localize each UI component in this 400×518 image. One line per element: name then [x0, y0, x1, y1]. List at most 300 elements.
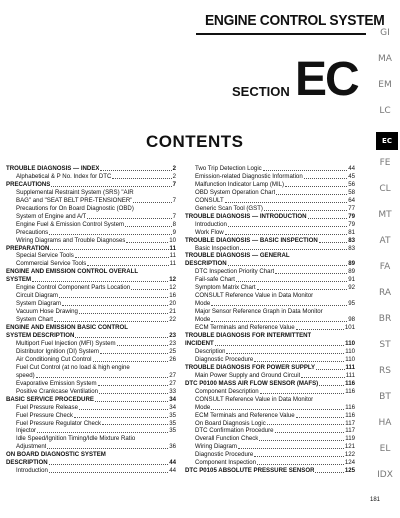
toc-entry-page: 117	[345, 419, 355, 427]
toc-entry[interactable]	[6, 443, 176, 451]
toc-entry[interactable]	[6, 252, 176, 260]
leader-dots	[267, 420, 344, 426]
toc-entry[interactable]	[6, 364, 176, 372]
toc-entry-title: Alphabetical & P No. Index for DTC	[16, 172, 112, 180]
leader-dots	[263, 165, 347, 171]
toc-entry-title: Positive Crankcase Ventilation	[16, 387, 98, 395]
toc-entry-title: Diagnostic Procedure	[195, 451, 254, 459]
toc-entry[interactable]	[6, 435, 176, 443]
toc-entry-title: Major Sensor Reference Graph in Data Monitor	[195, 308, 323, 316]
leader-dots	[47, 443, 168, 449]
leader-dots	[98, 380, 169, 386]
toc-entry-title: Supplemental Restraint System (SRS) "AIR	[16, 188, 134, 196]
toc-entry-page: 92	[348, 284, 355, 292]
leader-dots	[211, 300, 347, 306]
toc-entry-page: 27	[169, 379, 176, 387]
toc-entry-page: 91	[348, 276, 355, 284]
toc-entry[interactable]	[6, 173, 176, 181]
toc-entry[interactable]	[6, 213, 176, 221]
leader-dots	[254, 451, 344, 457]
toc-entry-title: System Chart	[16, 316, 53, 324]
toc-entry-title: Diagnostic Procedure	[195, 355, 254, 363]
toc-entry-title: Mode	[195, 300, 211, 308]
toc-entry-title: Commercial Service Tools	[16, 260, 87, 268]
toc-entry-title: Distributor Ignition (DI) System	[16, 347, 99, 355]
toc-entry-title: Component Description	[195, 387, 259, 395]
toc-entry-title: Air Conditioning Cut Control	[16, 355, 92, 363]
toc-entry-page: 119	[345, 435, 355, 443]
leader-dots	[117, 340, 169, 346]
toc-entry[interactable]	[6, 197, 176, 205]
toc-entry-title: BASIC SERVICE PROCEDURE	[6, 395, 94, 403]
toc-entry-page: 89	[348, 260, 355, 268]
toc-entry-title: Two Trip Detection Logic	[195, 165, 262, 172]
toc-entry[interactable]	[6, 237, 176, 245]
toc-entry[interactable]	[6, 229, 176, 237]
toc-entry[interactable]	[185, 316, 355, 324]
toc-entry-title: Main Power Supply and Ground Circuit	[195, 371, 301, 379]
toc-entry-page: 11	[169, 260, 176, 268]
toc-entry[interactable]	[6, 348, 176, 356]
toc-entry-title: Precautions for On Board Diagnostic (OBD)	[16, 204, 134, 212]
toc-entry-title: TROUBLE DIAGNOSIS FOR POWER SUPPLY	[185, 363, 316, 371]
toc-entry-page: 12	[169, 276, 176, 284]
leader-dots	[75, 332, 168, 338]
toc-entry[interactable]	[6, 396, 176, 404]
toc-entry-page: 35	[169, 427, 176, 435]
leader-dots	[131, 284, 168, 290]
toc-entry[interactable]	[6, 404, 176, 412]
tab-cl[interactable]: CL	[379, 184, 391, 194]
leader-dots	[257, 284, 348, 290]
toc-entry[interactable]	[6, 300, 176, 308]
tab-st[interactable]: ST	[379, 340, 391, 350]
toc-entry-title: Multiport Fuel Injection (MFI) System	[16, 339, 116, 347]
toc-entry-title: DTC P0100 MASS AIR FLOW SENSOR (MAFS)	[185, 379, 319, 387]
leader-dots	[275, 268, 347, 274]
toc-entry-page: 11	[169, 252, 176, 260]
leader-dots	[259, 435, 344, 441]
leader-dots	[51, 181, 171, 187]
leader-dots	[285, 181, 347, 187]
toc-entry-page: 117	[345, 427, 355, 435]
toc-entry[interactable]	[185, 245, 355, 253]
leader-dots	[240, 245, 347, 251]
leader-dots	[37, 427, 168, 433]
leader-dots	[319, 380, 344, 386]
toc-entry[interactable]	[6, 260, 176, 268]
toc-entry-page: 44	[348, 165, 355, 172]
toc-entry-title: TROUBLE DIAGNOSIS — GENERAL	[185, 252, 290, 260]
toc-entry[interactable]	[6, 467, 176, 475]
toc-entry[interactable]	[185, 404, 355, 412]
toc-entry-title: Injector	[16, 427, 36, 435]
tab-mt[interactable]: MT	[378, 210, 392, 220]
leader-dots	[136, 435, 175, 441]
toc-entry[interactable]	[185, 467, 355, 475]
toc-entry-page: 95	[348, 300, 355, 308]
toc-entry-title: Fuel Pressure Regulator Check	[16, 419, 102, 427]
toc-entry-title: Work Flow	[195, 228, 224, 236]
tab-idx[interactable]: IDX	[377, 470, 393, 480]
leader-dots	[225, 229, 348, 235]
leader-dots	[314, 292, 354, 298]
tab-el[interactable]: EL	[379, 444, 391, 454]
toc-entry-page: 122	[344, 451, 355, 459]
leader-dots	[79, 308, 168, 314]
toc-entry-title: Fuel Cut Control (at no load & high engine	[16, 363, 130, 371]
toc-entry[interactable]	[6, 316, 176, 324]
toc-entry-title: CONSULT Reference Value in Data Monitor	[195, 292, 314, 300]
leader-dots	[112, 173, 171, 179]
toc-entry-page: 64	[348, 196, 355, 204]
toc-entry-page: 124	[344, 459, 355, 467]
toc-entry[interactable]	[185, 435, 355, 443]
section-code: EC	[295, 53, 358, 106]
leader-dots	[129, 324, 175, 330]
toc-entry-page: 110	[345, 347, 355, 355]
toc-entry[interactable]	[6, 181, 176, 189]
tab-gi[interactable]: GI	[380, 28, 390, 38]
toc-entry[interactable]	[185, 189, 355, 197]
toc-entry-title: Precautions	[16, 228, 49, 236]
toc-entry-page: 83	[348, 236, 355, 244]
toc-entry-page: 125	[344, 467, 355, 475]
leader-dots	[87, 260, 168, 266]
toc-entry-title: Engine Fuel & Emission Control System	[16, 220, 125, 228]
toc-entry[interactable]	[185, 252, 355, 260]
manual-title: ENGINE CONTROL SYSTEM	[205, 12, 385, 29]
tab-at[interactable]: AT	[379, 236, 391, 246]
leader-dots	[133, 197, 171, 203]
toc-entry-page: 116	[345, 379, 355, 387]
toc-entry-title: CONSULT	[195, 196, 224, 204]
toc-entry-title: Fuel Pressure Check	[16, 411, 73, 419]
toc-entry-page: 77	[348, 204, 355, 212]
toc-entry[interactable]	[185, 308, 355, 316]
toc-entry-title: Idle Speed/Ignition Timing/Idle Mixture Ratio	[16, 435, 136, 443]
toc-entry-title: TROUBLE DIAGNOSIS — BASIC INSPECTION	[185, 236, 318, 244]
toc-entry-title: System of Engine and A/T	[16, 212, 87, 220]
toc-entry[interactable]	[185, 420, 355, 428]
toc-entry-title: Description	[195, 347, 226, 355]
leader-dots	[319, 237, 348, 243]
toc-entry[interactable]	[6, 189, 176, 197]
leader-dots	[93, 356, 169, 362]
toc-entry-title: PRECAUTIONS	[6, 180, 51, 188]
toc-entry-page: 89	[348, 268, 355, 276]
leader-dots	[135, 189, 175, 195]
toc-entry-title: Circuit Diagram	[16, 292, 58, 300]
leader-dots	[135, 205, 175, 211]
toc-entry-page: 21	[169, 308, 176, 316]
toc-entry-title: DTC Confirmation Procedure	[195, 427, 274, 435]
toc-entry[interactable]	[6, 420, 176, 428]
toc-entry-page: 23	[169, 339, 176, 347]
toc-entry-page: 116	[345, 387, 355, 395]
tab-ra[interactable]: RA	[378, 288, 392, 298]
toc-entry[interactable]	[185, 451, 355, 459]
toc-entry-title: Fuel Pressure Release	[16, 403, 78, 411]
leader-dots	[211, 316, 347, 322]
toc-entry-title: ENGINE AND EMISSION CONTROL OVERALL	[6, 268, 139, 276]
toc-entry-title: BAG" and "SEAT BELT PRE-TENSIONER"	[16, 196, 133, 204]
tab-ec[interactable]: EC	[376, 132, 398, 150]
toc-entry-title: Introduction	[195, 220, 227, 228]
toc-entry-page: 35	[169, 419, 176, 427]
leader-dots	[102, 420, 168, 426]
leader-dots	[324, 308, 354, 314]
toc-entry-page: 11	[169, 244, 176, 252]
section-label: SECTION	[232, 84, 290, 99]
toc-entry-page: 25	[169, 347, 176, 355]
leader-dots	[95, 396, 168, 402]
toc-entry[interactable]	[185, 197, 355, 205]
toc-entry[interactable]	[185, 237, 355, 245]
toc-entry[interactable]	[185, 300, 355, 308]
toc-entry-title: Overall Function Check	[195, 435, 259, 443]
leader-dots	[257, 459, 344, 465]
toc-entry-title: DESCRIPTION	[6, 459, 48, 467]
toc-entry[interactable]	[6, 205, 176, 213]
toc-entry[interactable]	[185, 380, 355, 388]
toc-entry[interactable]	[6, 412, 176, 420]
leader-dots	[291, 252, 354, 258]
toc-entry-title: ON BOARD DIAGNOSTIC SYSTEM	[6, 451, 106, 459]
toc-entry-page: 98	[348, 316, 355, 324]
toc-entry-page: 56	[348, 180, 355, 188]
toc-entry-title: Emission-related Diagnostic Information	[195, 172, 303, 180]
toc-entry-title: INCIDENT	[185, 339, 214, 347]
toc-entry[interactable]	[6, 372, 176, 380]
toc-entry[interactable]	[6, 356, 176, 364]
tab-ma[interactable]: MA	[378, 54, 392, 64]
tab-em[interactable]: EM	[378, 80, 392, 90]
leader-dots	[126, 237, 168, 243]
toc-entry-title: Basic Inspection	[195, 244, 240, 252]
toc-entry-title: TROUBLE DIAGNOSIS — INDEX	[6, 165, 100, 172]
leader-dots	[74, 412, 168, 418]
toc-entry-page: 110	[345, 355, 355, 363]
leader-dots	[228, 260, 348, 266]
toc-entry[interactable]	[6, 380, 176, 388]
toc-entry-title: SYSTEM DESCRIPTION	[6, 332, 75, 340]
leader-dots	[275, 427, 345, 433]
toc-entry[interactable]	[185, 229, 355, 237]
toc-entry-title: DESCRIPTION	[185, 260, 227, 268]
leader-dots	[32, 276, 168, 282]
toc-entry[interactable]	[185, 372, 355, 380]
toc-entry-title: Wiring Diagram	[195, 443, 237, 451]
toc-entry[interactable]	[6, 459, 176, 467]
toc-entry[interactable]	[6, 324, 176, 332]
toc-entry-page: 8	[172, 220, 176, 228]
toc-entry-title: System Diagram	[16, 300, 62, 308]
toc-entry[interactable]	[185, 364, 355, 372]
leader-dots	[260, 388, 345, 394]
leader-dots	[75, 252, 169, 258]
toc-entry-page: 116	[345, 411, 355, 419]
toc-entry-title: ENGINE AND EMISSION BASIC CONTROL	[6, 324, 128, 332]
toc-entry[interactable]	[185, 348, 355, 356]
toc-entry-page: 12	[169, 284, 176, 292]
toc-entry-title: Wiring Diagrams and Trouble Diagnoses	[16, 236, 126, 244]
toc-entry-page: 34	[169, 395, 176, 403]
toc-entry[interactable]	[6, 276, 176, 284]
toc-entry[interactable]	[185, 221, 355, 229]
toc-entry[interactable]	[6, 427, 176, 435]
toc-entry[interactable]	[6, 308, 176, 316]
toc-entry[interactable]	[185, 324, 355, 332]
toc-entry-title: TROUBLE DIAGNOSIS FOR INTERMITTENT	[185, 332, 312, 340]
toc-entry[interactable]	[185, 340, 355, 348]
leader-dots	[125, 221, 172, 227]
toc-entry-title: Component Inspection	[195, 459, 256, 467]
toc-entry[interactable]	[185, 173, 355, 181]
toc-entry[interactable]	[185, 443, 355, 451]
toc-entry-page: 7	[172, 212, 176, 220]
toc-entry[interactable]	[185, 260, 355, 268]
leader-dots	[49, 467, 168, 473]
toc-entry[interactable]	[185, 292, 355, 300]
toc-entry-page: 81	[348, 228, 355, 236]
leader-dots	[100, 165, 171, 171]
toc-entry[interactable]	[6, 292, 176, 300]
leader-dots	[54, 316, 168, 322]
toc-entry[interactable]	[185, 213, 355, 221]
toc-entry-page: 36	[169, 443, 176, 451]
toc-entry-title: DTC P0105 ABSOLUTE PRESSURE SENSOR	[185, 467, 315, 475]
leader-dots	[99, 388, 168, 394]
toc-entry-title: ECM Terminals and Reference Value	[195, 324, 295, 332]
leader-dots	[87, 213, 171, 219]
toc-entry-page: 111	[345, 371, 355, 379]
toc-entry-page: 2	[172, 165, 176, 172]
leader-dots	[100, 348, 168, 354]
toc-entry-page: 58	[348, 188, 355, 196]
toc-entry[interactable]	[6, 221, 176, 229]
tab-bt[interactable]: BT	[379, 392, 391, 402]
leader-dots	[211, 404, 344, 410]
tab-fa[interactable]: FA	[379, 262, 391, 272]
toc-entry-page: 83	[348, 244, 355, 252]
toc-entry-title: Special Service Tools	[16, 252, 74, 260]
toc-entry[interactable]	[185, 268, 355, 276]
leader-dots	[107, 451, 175, 457]
toc-entry-title: Mode	[195, 403, 211, 411]
toc-entry-title: ECM Terminals and Reference Value	[195, 411, 295, 419]
toc-entry-page: 79	[348, 220, 355, 228]
toc-entry[interactable]	[185, 276, 355, 284]
toc-entry-page: 7	[172, 180, 176, 188]
toc-entry-page: 2	[172, 172, 176, 180]
toc-entry[interactable]	[185, 427, 355, 435]
leader-dots	[139, 268, 175, 274]
toc-entry-page: 20	[169, 300, 176, 308]
leader-dots	[226, 348, 344, 354]
leader-dots	[236, 276, 347, 282]
toc-entry-page: 33	[169, 387, 176, 395]
toc-entry-page: 45	[348, 172, 355, 180]
toc-entry[interactable]	[6, 451, 176, 459]
leader-dots	[59, 292, 168, 298]
toc-entry-page: 10	[169, 236, 176, 244]
toc-right-column	[185, 165, 355, 475]
toc-entry-title: On Board Diagnosis Logic	[195, 419, 266, 427]
tab-fe[interactable]: FE	[379, 158, 391, 168]
toc-entry-title: Generic Scan Tool (GST)	[195, 204, 263, 212]
toc-entry[interactable]	[6, 245, 176, 253]
toc-entry-page: 23	[169, 332, 176, 340]
toc-entry[interactable]	[185, 412, 355, 420]
toc-entry-title: Evaporative Emission System	[16, 379, 97, 387]
toc-entry-title: Symptom Matrix Chart	[195, 284, 256, 292]
toc-entry[interactable]	[6, 165, 176, 173]
toc-entry-page: 111	[345, 363, 355, 371]
leader-dots	[79, 404, 168, 410]
page-number: 181	[370, 497, 381, 503]
leader-dots	[49, 229, 171, 235]
leader-dots	[315, 467, 343, 473]
toc-entry-title: Vacuum Hose Drawing	[16, 308, 78, 316]
tab-br[interactable]: BR	[378, 314, 392, 324]
tab-rs[interactable]: RS	[379, 366, 391, 376]
leader-dots	[50, 245, 168, 251]
leader-dots	[49, 459, 169, 465]
toc-entry[interactable]	[6, 284, 176, 292]
tab-ha[interactable]: HA	[378, 418, 392, 428]
leader-dots	[36, 372, 169, 378]
toc-left-column	[6, 165, 176, 475]
toc-entry-title: Adjustment	[16, 443, 47, 451]
toc-entry-page: 35	[169, 411, 176, 419]
toc-entry-title: Introduction	[16, 467, 48, 475]
toc-entry[interactable]	[185, 396, 355, 404]
leader-dots	[296, 412, 345, 418]
toc-entry-page: 121	[344, 443, 355, 451]
toc-entry[interactable]	[185, 388, 355, 396]
toc-entry[interactable]	[6, 332, 176, 340]
toc-entry[interactable]	[185, 165, 355, 173]
toc-entry[interactable]	[6, 388, 176, 396]
toc-entry[interactable]	[185, 356, 355, 364]
leader-dots	[312, 332, 354, 338]
toc-entry-title: SYSTEM	[6, 276, 32, 284]
tab-lc[interactable]: LC	[379, 106, 391, 116]
toc-entry-page: 44	[169, 459, 176, 467]
contents-heading: CONTENTS	[146, 132, 244, 151]
title-rule	[196, 33, 366, 35]
toc-entry[interactable]	[6, 268, 176, 276]
leader-dots	[215, 340, 344, 346]
leader-dots	[301, 372, 344, 378]
toc-entry-page: 116	[345, 403, 355, 411]
toc-entry[interactable]	[6, 340, 176, 348]
toc-entry-title: OBD System Operation Chart	[195, 188, 276, 196]
toc-entry-page: 101	[344, 324, 355, 332]
toc-entry[interactable]	[185, 181, 355, 189]
toc-entry[interactable]	[185, 284, 355, 292]
toc-entry[interactable]	[185, 205, 355, 213]
toc-entry[interactable]	[185, 459, 355, 467]
toc-entry-page: 9	[172, 228, 176, 236]
toc-entry-page: 79	[348, 212, 355, 220]
leader-dots	[131, 364, 175, 370]
leader-dots	[264, 205, 347, 211]
toc-entry[interactable]	[185, 332, 355, 340]
leader-dots	[308, 213, 348, 219]
toc-entry-title: Fail-safe Chart	[195, 276, 235, 284]
